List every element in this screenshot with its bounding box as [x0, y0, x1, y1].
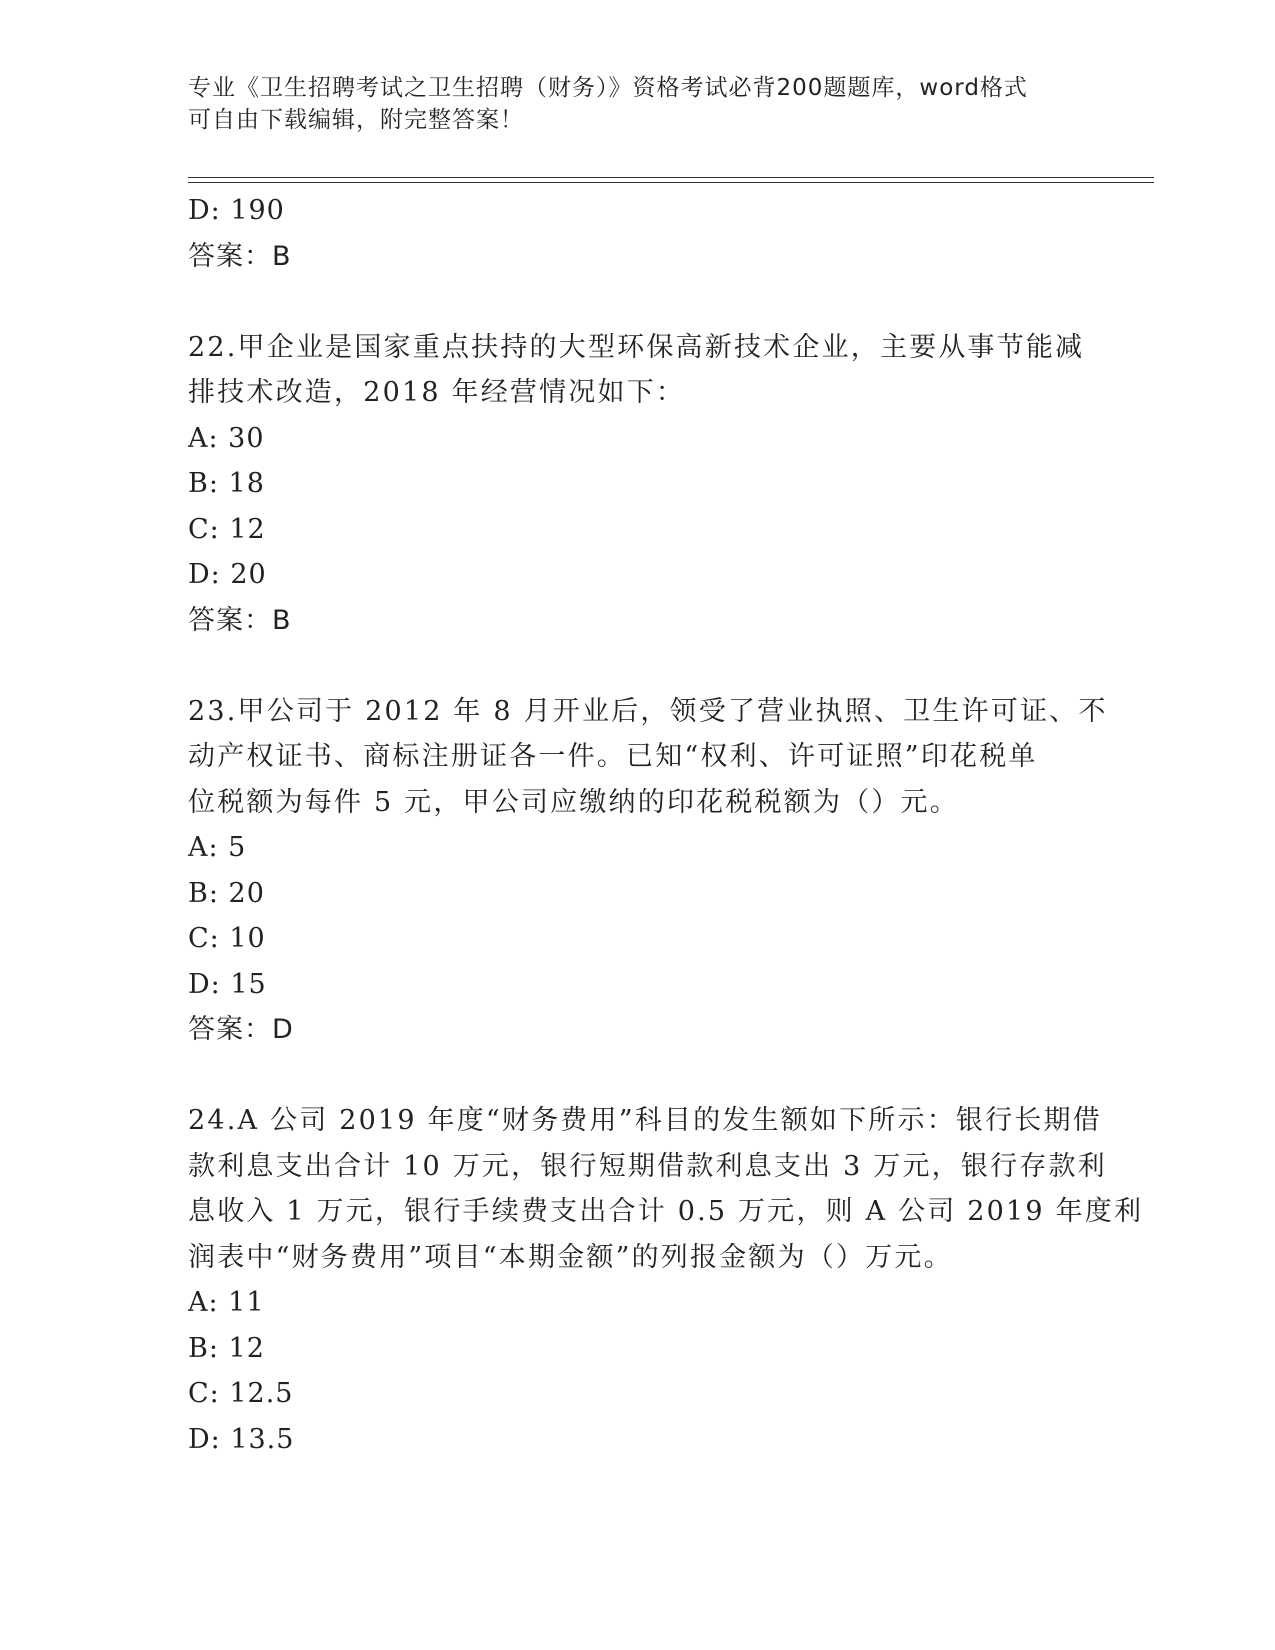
question-text-line: 息收入 1 万元，银行手续费支出合计 0.5 万元，则 A 公司 2019 年度利: [188, 1196, 1144, 1227]
question-text-line: 位税额为每件 5 元，甲公司应缴纳的印花税税额为（）元。: [188, 786, 959, 818]
question-block-23: [188, 689, 1108, 1053]
answer-line: 答案：B: [188, 240, 292, 272]
answer-line: 答案：D: [188, 1014, 294, 1045]
header-divider-bottom: [188, 182, 1154, 183]
question-block-24: [188, 1098, 1144, 1462]
question-text-line: 排技术改造，2018 年经营情况如下：: [188, 377, 686, 408]
question-text-line: 23.甲公司于 2012 年 8 月开业后，领受了营业执照、卫生许可证、不: [188, 695, 1108, 727]
option-c: C: 12: [188, 513, 266, 545]
question-text-line: 款利息支出合计 10 万元，银行短期借款利息支出 3 万元，银行存款利: [188, 1150, 1107, 1182]
question-text-line: 22.甲企业是国家重点扶持的大型环保高新技术企业，主要从事节能减: [188, 331, 1085, 363]
option-c: C: 12.5: [188, 1378, 294, 1409]
option-d: D: 15: [188, 968, 267, 1000]
answer-line: 答案：B: [188, 604, 292, 636]
header-title-line-1: 专业《卫生招聘考试之卫生招聘（财务）》资格考试必背200题题库，word格式: [188, 75, 1028, 101]
option-c: C: 10: [188, 923, 266, 954]
header-divider-top: [188, 177, 1154, 178]
document-header: [188, 72, 1068, 136]
option-b: B: 20: [188, 877, 265, 909]
option-d: D: 190: [188, 195, 285, 226]
option-d: D: 20: [188, 559, 267, 590]
option-a: A: 11: [188, 1287, 265, 1318]
option-a: A: 30: [188, 422, 265, 454]
option-b: B: 18: [188, 468, 265, 499]
question-text-line: 动产权证书、商标注册证各一件。已知“权利、许可证照”印花税单: [188, 741, 1038, 772]
question-text-line: 24.A 公司 2019 年度“财务费用”科目的发生额如下所示：银行长期借: [188, 1105, 1102, 1136]
spacer: [188, 1053, 1088, 1099]
question-text-line: 润表中“财务费用”项目“本期金额”的列报金额为（）万元。: [188, 1241, 953, 1273]
question-block-22: [188, 325, 1088, 644]
header-title-line-2: 可自由下载编辑，附完整答案！: [188, 107, 524, 133]
question-list: [188, 188, 1144, 1462]
option-b: B: 12: [188, 1332, 265, 1364]
spacer: [188, 643, 1088, 689]
option-d: D: 13.5: [188, 1423, 295, 1455]
option-a: A: 5: [188, 832, 247, 863]
spacer: [188, 279, 1088, 325]
